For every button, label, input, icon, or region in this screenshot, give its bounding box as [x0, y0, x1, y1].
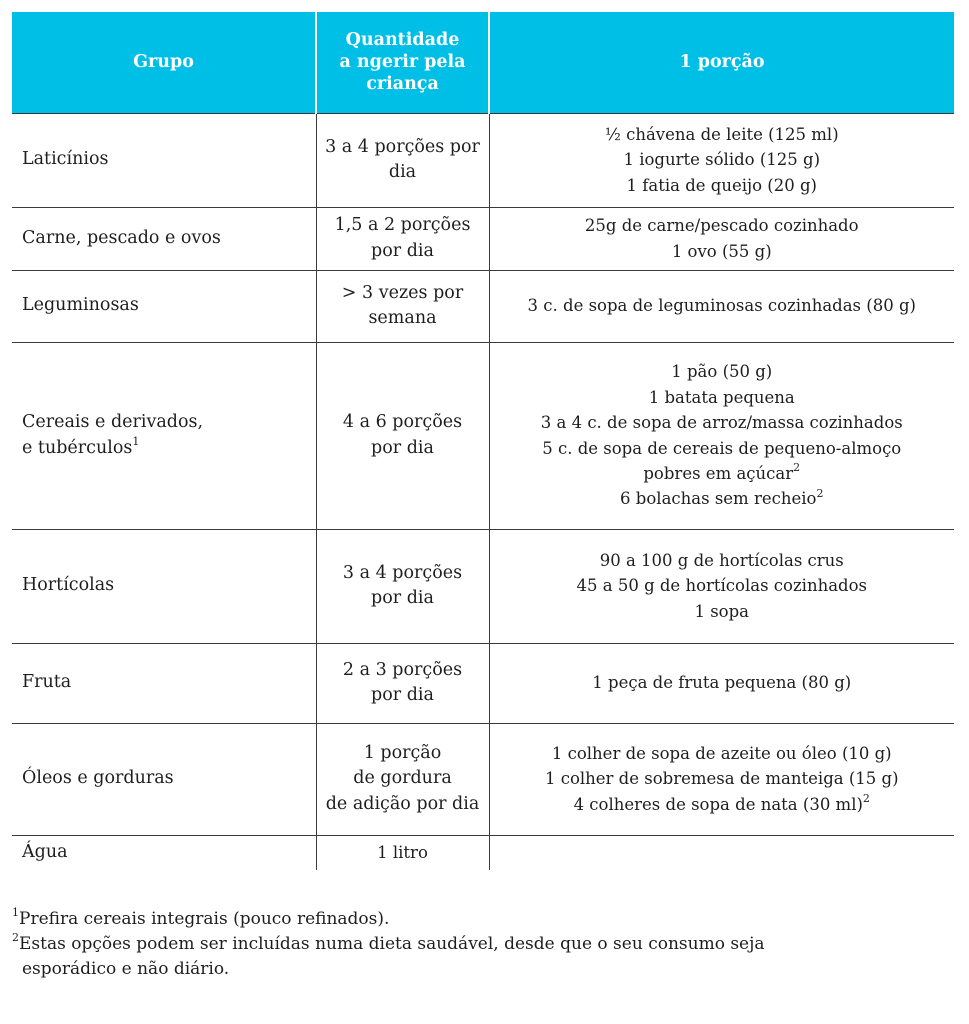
- portion-text: 3 a 4 c. de sopa de arroz/massa cozinhados: [540, 413, 903, 433]
- portion-text: 1 batata pequena: [648, 387, 795, 407]
- portion-text: 1 sopa: [694, 601, 750, 621]
- portion-cell: [489, 113, 954, 207]
- portion-text: 1 peça de fruta pequena (80 g): [592, 673, 852, 693]
- group-text: e tubérculos: [22, 437, 133, 458]
- portion-text: 1 fatia de queijo (20 g): [626, 175, 817, 195]
- food-portions-table: [12, 12, 954, 870]
- footnote-marker: 1: [12, 906, 19, 920]
- group-cell: [12, 723, 316, 835]
- group-text: Hortícolas: [22, 575, 115, 596]
- portion-text: 1 colher de sobremesa de manteiga (15 g): [544, 769, 899, 789]
- footnote-ref: 2: [862, 792, 870, 806]
- portion-text: 25g de carne/pescado cozinhado: [584, 216, 859, 236]
- header-portion: 1 porção: [489, 12, 954, 113]
- group-cell: [12, 207, 316, 270]
- quantity-text: semana: [368, 308, 437, 328]
- table-row: [12, 342, 954, 529]
- table-row: [12, 529, 954, 643]
- header-quantity-line: Quantidade: [345, 30, 460, 51]
- portion-cell: [489, 342, 954, 529]
- group-text: Carne, pescado e ovos: [22, 227, 221, 248]
- quantity-cell: [316, 529, 489, 643]
- table-row: [12, 723, 954, 835]
- table-row: [12, 270, 954, 342]
- portion-text: 45 a 50 g de hortícolas cozinhados: [576, 576, 867, 596]
- portion-text-with-note: [494, 792, 951, 817]
- table-row: [12, 113, 954, 207]
- group-cell: [12, 643, 316, 723]
- quantity-cell: [316, 207, 489, 270]
- footnote-ref: 1: [132, 434, 140, 448]
- quantity-text: por dia: [371, 588, 434, 608]
- quantity-text: por dia: [371, 240, 434, 261]
- portion-text: 1 pão (50 g): [671, 362, 773, 382]
- header-row: [12, 12, 954, 113]
- portion-text: 1 colher de sopa de azeite ou óleo (10 g): [551, 743, 892, 763]
- group-cell: [12, 529, 316, 643]
- group-text: Óleos e gorduras: [22, 768, 174, 789]
- footnote-2: [12, 932, 765, 957]
- quantity-text: de adição por dia: [325, 793, 480, 814]
- group-cell: [12, 113, 316, 207]
- footnote-text: Estas opções podem ser incluídas numa dieta saudável, desde que o seu consumo seja: [19, 934, 765, 954]
- quantity-cell: [316, 643, 489, 723]
- quantity-text: 1 litro: [377, 843, 428, 863]
- group-cell: [12, 270, 316, 342]
- quantity-text: 3 a 4 porções: [342, 562, 463, 583]
- portion-text: 3 c. de sopa de leguminosas cozinhadas (80 g): [527, 296, 916, 316]
- portion-cell: [489, 723, 954, 835]
- portion-text: 6 bolachas sem recheio: [620, 489, 817, 509]
- quantity-cell: [316, 342, 489, 529]
- portion-cell: [489, 643, 954, 723]
- portion-text: 4 colheres de sopa de nata (30 ml): [573, 794, 863, 814]
- footnote-ref: 2: [793, 461, 801, 475]
- group-cell: [12, 342, 316, 529]
- quantity-cell: [316, 270, 489, 342]
- footnote-ref: 2: [816, 486, 824, 500]
- table-row: [12, 643, 954, 723]
- header-quantity-line: a ngerir pela: [339, 52, 466, 73]
- quantity-text: por dia: [371, 437, 434, 458]
- quantity-text: > 3 vezes por: [341, 282, 464, 303]
- portion-cell: [489, 529, 954, 643]
- portion-cell: [489, 207, 954, 270]
- group-text: Laticínios: [22, 149, 109, 170]
- group-text: Leguminosas: [22, 295, 139, 316]
- portion-text: 5 c. de sopa de cereais de pequeno-almoço: [542, 438, 902, 458]
- quantity-text: dia: [388, 162, 417, 182]
- group-text: Cereais e derivados,: [22, 412, 204, 433]
- group-text: Fruta: [22, 672, 72, 693]
- footnote-marker: 2: [12, 931, 19, 945]
- portion-text-with-note: [494, 486, 951, 511]
- quantity-text: 3 a 4 porções por: [325, 136, 480, 157]
- group-text-with-note: [22, 436, 315, 461]
- quantity-cell: [316, 835, 489, 870]
- quantity-text: por dia: [371, 685, 434, 705]
- header-quantity: [316, 12, 489, 113]
- table-row: [12, 207, 954, 270]
- portion-text-with-note: [494, 461, 951, 486]
- portion-cell: [489, 270, 954, 342]
- table-row: [12, 835, 954, 870]
- header-quantity-line: criança: [366, 74, 439, 95]
- footnote-2-continued: esporádico e não diário.: [22, 959, 230, 979]
- quantity-text: 4 a 6 porções: [342, 412, 463, 433]
- header-group: Grupo: [12, 12, 316, 113]
- footnote-1: [12, 907, 765, 932]
- quantity-text: 1 porção: [363, 742, 442, 763]
- portion-text: 1 ovo (55 g): [671, 241, 772, 261]
- quantity-cell: [316, 113, 489, 207]
- portion-text: pobres em açúcar: [643, 463, 794, 483]
- footnotes: [12, 907, 765, 982]
- portion-text: 1 iogurte sólido (125 g): [623, 150, 821, 170]
- group-cell: [12, 835, 316, 870]
- footnote-text: Prefira cereais integrais (pouco refinados).: [19, 909, 390, 929]
- quantity-text: 2 a 3 porções: [342, 659, 463, 680]
- quantity-text: 1,5 a 2 porções: [334, 215, 471, 236]
- portion-text: ½ chávena de leite (125 ml): [604, 124, 839, 144]
- quantity-text: de gordura: [353, 768, 452, 789]
- quantity-cell: [316, 723, 489, 835]
- group-text: Água: [22, 842, 68, 863]
- portion-text: 90 a 100 g de hortícolas crus: [599, 550, 844, 570]
- portion-cell-empty: [489, 835, 954, 870]
